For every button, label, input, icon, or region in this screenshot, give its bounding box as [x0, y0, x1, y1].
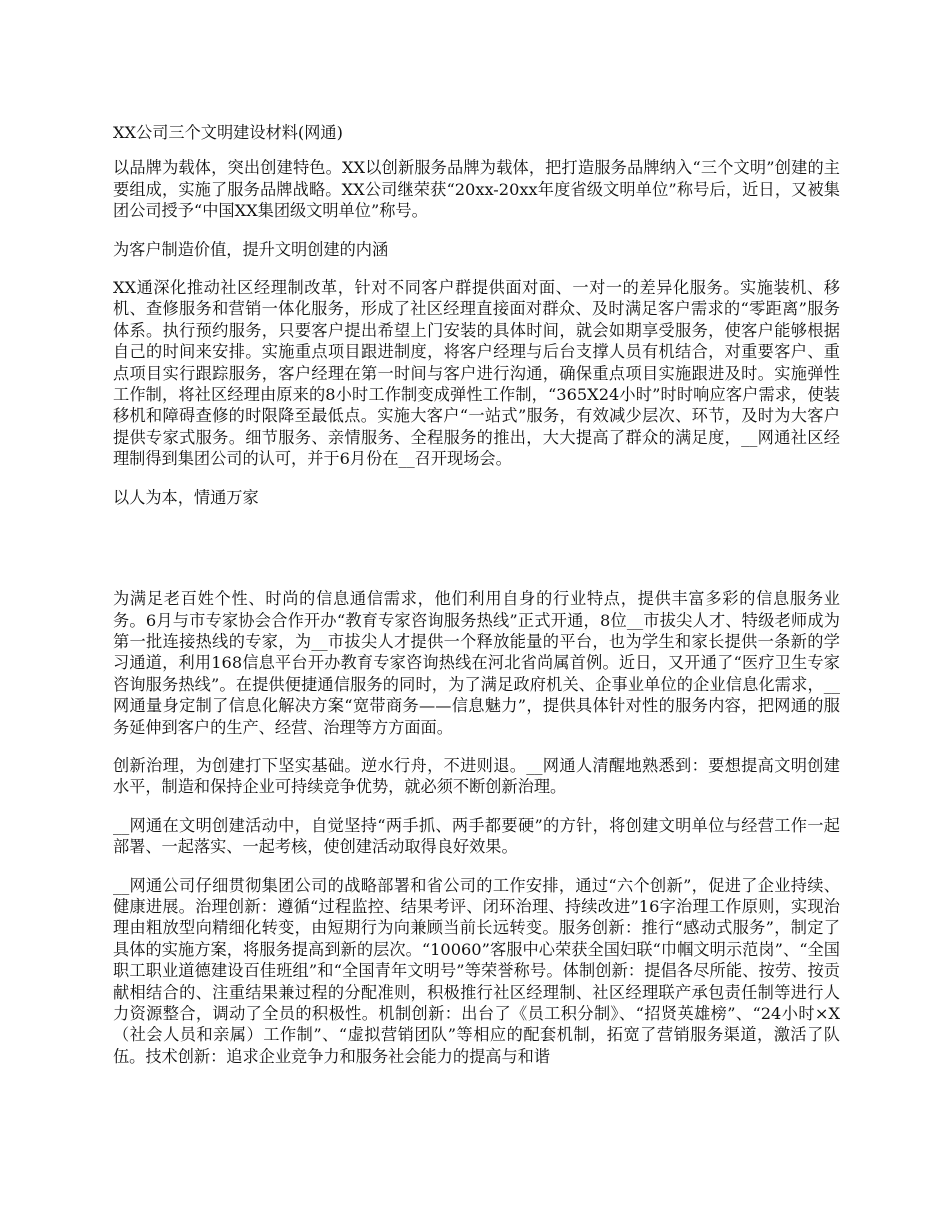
- paragraph-civilization-activities: __网通在文明创建活动中，自觉坚持“两手抓、两手都要硬”的方针，将创建文明单位与经营工作一起部署、一起落实、一起考核，使创建活动取得良好效果。: [113, 815, 840, 857]
- paragraph-brand: 以品牌为载体，突出创建特色。XX以创新服务品牌为载体，把打造服务品牌纳入“三个文明”创建的主要组成，实施了服务品牌战略。XX公司继荣获“20xx-20xx年度省级文明单位”称号后，近日，又被集团公司授予“中国XX集团级文明单位”称号。: [113, 158, 840, 221]
- document-body: [113, 122, 840, 1084]
- paragraph-innovation-management: 创新治理，为创建打下坚实基础。逆水行舟，不进则退。__网通人清醒地熟悉到：要想提高文明创建水平，制造和保持企业可持续竞争优势，就必须不断创新治理。: [113, 755, 840, 797]
- paragraph-info-services: 为满足老百姓个性、时尚的信息通信需求，他们利用自身的行业特点，提供丰富多彩的信息服务业务。6月与市专家协会合作开办“教育专家咨询服务热线”正式开通，8位__市拔尖人才、特级老师成为第一批连接热线的专家，为__市拔尖人才提供一个释放能量的平台，也为学生和家长提供一条新的学习通道，利用168信息平台开办教育专家咨询热线在河北省尚属首例。近日，又开通了“医疗卫生专家咨询服务热线”。在提供便捷通信服务的同时，为了满足政府机关、企事业单位的企业信息化需求，__网通量身定制了信息化解决方案“宽带商务——信息魅力”，提供具体针对性的服务内容，把网通的服务延伸到客户的生产、经营、治理等方方面面。: [113, 589, 840, 737]
- paragraph-six-innovations: __网通公司仔细贯彻集团公司的战略部署和省公司的工作安排，通过“六个创新”，促进了企业持续、健康进展。治理创新：遵循“过程监控、结果考评、闭环治理、持续改进”16字治理工作原则，实现治理由粗放型向精细化转变，由短期行为向兼顾当前长远转变。服务创新：推行“感动式服务”，制定了具体的实施方案，将服务提高到新的层次。“10060”客服中心荣获全国妇联“巾帼文明示范岗”、“全国职工职业道德建设百佳班组”和“全国青年文明号”等荣誉称号。体制创新：提倡各尽所能、按劳、按贡献相结合的、注重结果兼过程的分配准则，积极推行社区经理制、社区经理联产承包责任制等进行人力资源整合，调动了全员的积极性。机制创新：出台了《员工积分制》、“招贤英雄榜”、“24小时×X（社会人员和亲属）工作制”、“虚拟营销团队”等相应的配套机制，拓宽了营销服务渠道，激活了队伍。技术创新：追求企业竞争力和服务社会能力的提高与和谐: [113, 875, 840, 1066]
- section-heading-people-oriented: 以人为本，情通万家: [113, 487, 259, 507]
- paragraph-community-manager: XX通深化推动社区经理制改革，针对不同客户群提供面对面、一对一的差异化服务。实施装机、移机、查修服务和营销一体化服务，形成了社区经理直接面对群众、及时满足客户需求的“零距离”服务体系。执行预约服务，只要客户提出希望上门安装的具体时间，就会如期享受服务，使客户能够根据自己的时间来安排。实施重点项目跟进制度，将客户经理与后台支撑人员有机结合，对重要客户、重点项目实行跟踪服务，客户经理在第一时间与客户进行沟通，确保重点项目实施跟进及时。实施弹性工作制，将社区经理由原来的8小时工作制变成弹性工作制，“365X24小时”时时响应客户需求，使装移机和障碍查修的时限降至最低点。实施大客户“一站式”服务，有效减少层次、环节，及时为大客户提供专家式服务。细节服务、亲情服务、全程服务的推出，大大提高了群众的满足度，__网通社区经理制得到集团公司的认可，并于6月份在__召开现场会。: [113, 278, 840, 469]
- section-heading-customer-value: 为客户制造价值，提升文明创建的内涵: [113, 239, 389, 259]
- document-title: XX公司三个文明建设材料(网通): [113, 123, 343, 142]
